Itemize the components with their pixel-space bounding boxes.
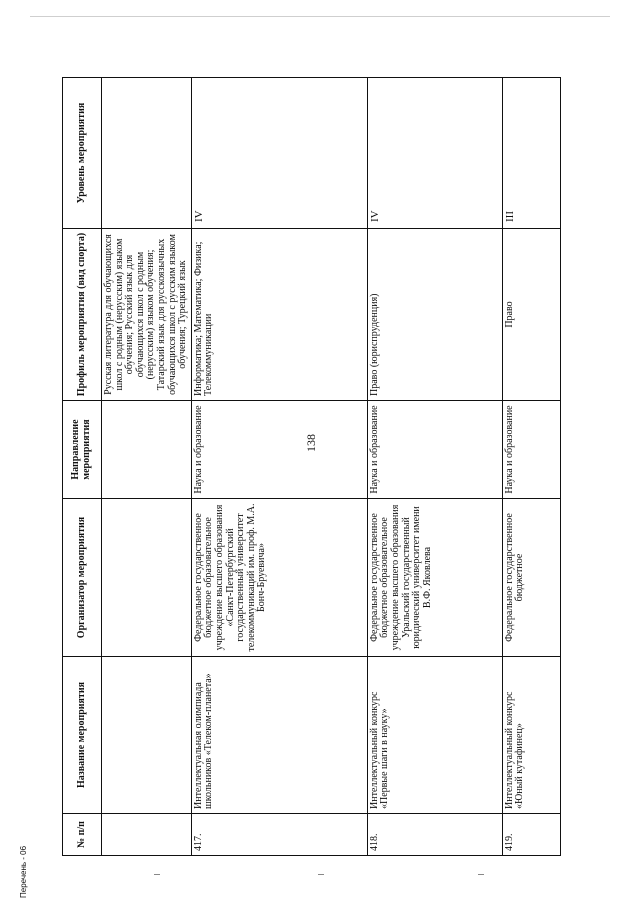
row-organizer: Федеральное государственное бюджетное образовательное учреждение высшего образования «Санкт-Петербургский государственный университет телекоммуникаций им. проф. М.А. Бонч-Бруевича»: [191, 499, 367, 657]
header-name: Название мероприятия: [63, 657, 102, 814]
row-name: Интеллектуальный конкурс «Первые шаги в науку»: [367, 657, 502, 814]
rotated-table-container: [62, 21, 597, 856]
row-level: IV: [367, 78, 502, 229]
scan-edge-line: [30, 16, 610, 17]
row-direction: Наука и образование: [191, 401, 367, 499]
row-name: Интеллектуальный конкурс «Юный кутафинец»: [502, 657, 560, 814]
row-num: 419.: [502, 814, 560, 856]
events-table: [62, 77, 561, 856]
table-row: [102, 78, 192, 856]
footer-code: Перечень - 06: [19, 845, 28, 898]
row-num: 418.: [367, 814, 502, 856]
header-profile: Профиль мероприятия (вид спорта): [63, 229, 102, 401]
row-direction: Наука и образование: [502, 401, 560, 499]
page-number: 138: [304, 434, 318, 452]
header-direction: Направление мероприятия: [63, 401, 102, 499]
row-organizer: Федеральное государственное бюджетное образовательное учреждение высшего образования Уральский государственный юридический университет имени В.Ф. Яковлева: [367, 499, 502, 657]
row-organizer: [102, 499, 192, 657]
table-row: [191, 78, 367, 856]
row-profile: Русская литература для обучающихся школ с родным (нерусским) языком обучения; Русский язык для обучающихся школ с родным (нерусским) языком обучения; Татарский язык для русскоязычных обучающихся школ с русским языком обучения; Турецкий язык: [102, 229, 192, 401]
scan-dash-mark: [478, 874, 484, 875]
row-profile: Право: [502, 229, 560, 401]
row-profile: Информатика; Математика; Физика; Телекоммуникации: [191, 229, 367, 401]
row-name: [102, 657, 192, 814]
row-name: Интеллектуальная олимпиада школьников «Телеком-планета»: [191, 657, 367, 814]
row-level: III: [502, 78, 560, 229]
row-num: [102, 814, 192, 856]
row-direction: [102, 401, 192, 499]
scan-dash-mark: [154, 874, 160, 875]
header-level: Уровень мероприятия: [63, 78, 102, 229]
row-num: 417.: [191, 814, 367, 856]
header-organizer: Организатор мероприятия: [63, 499, 102, 657]
header-num: № п/п: [63, 814, 102, 856]
row-direction: Наука и образование: [367, 401, 502, 499]
scan-dash-mark: [318, 874, 324, 875]
row-level: [102, 78, 192, 229]
row-profile: Право (юриспруденция): [367, 229, 502, 401]
table-row: [502, 78, 560, 856]
table-row: [367, 78, 502, 856]
row-organizer: Федеральное государственное бюджетное: [502, 499, 560, 657]
row-level: IV: [191, 78, 367, 229]
table-header-row: [63, 78, 102, 856]
